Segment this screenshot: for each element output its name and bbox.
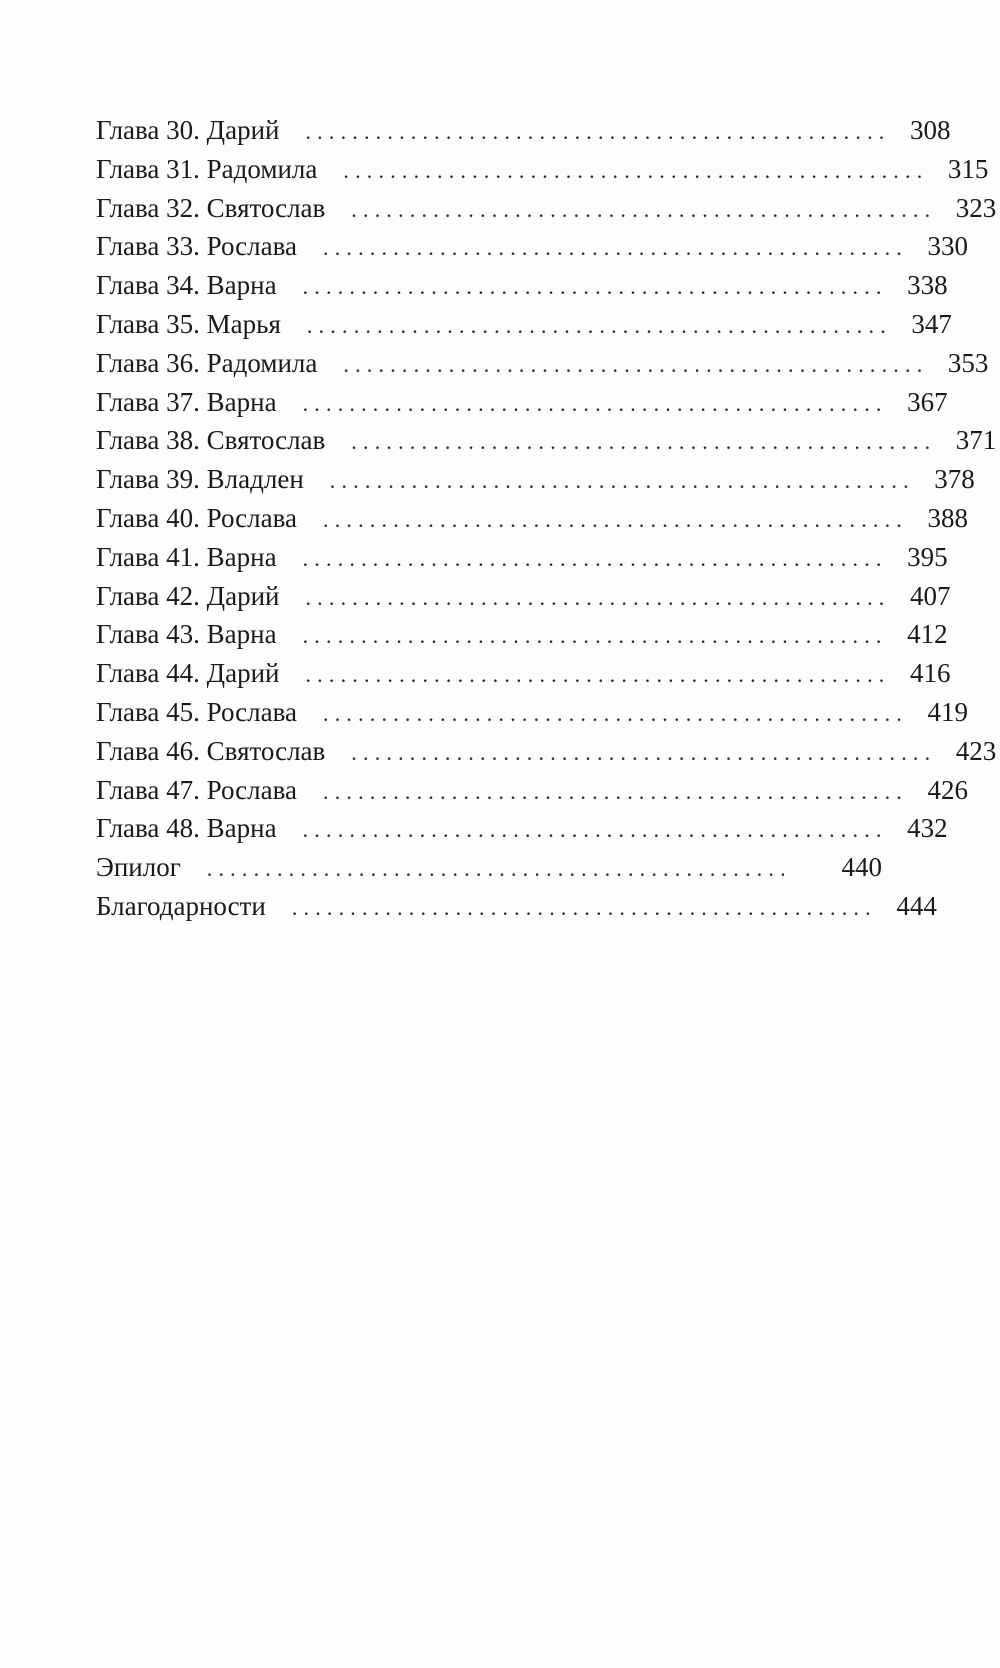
toc-entry-page: 419 bbox=[927, 696, 968, 727]
toc-entry-page: 416 bbox=[909, 658, 951, 689]
toc-entry-page: 440 bbox=[841, 852, 882, 883]
toc-entry-title: Глава 43. Варна bbox=[96, 619, 277, 650]
toc-entry bbox=[96, 344, 989, 383]
toc-entry bbox=[96, 499, 968, 538]
dot-leader: .................................................. bbox=[291, 894, 877, 920]
toc-entry bbox=[96, 577, 951, 616]
toc-entry-title: Глава 47. Рослава bbox=[96, 774, 297, 805]
toc-entry bbox=[96, 809, 948, 848]
toc-entry-title: Глава 41. Варна bbox=[96, 541, 277, 572]
toc-entry-title: Эпилог bbox=[96, 852, 181, 883]
toc-entry-title: Глава 42. Дарий bbox=[96, 580, 280, 611]
toc-entry-title: Глава 38. Святослав bbox=[96, 425, 326, 456]
dot-leader: .................................................. bbox=[323, 235, 908, 261]
dot-leader: .................................................. bbox=[343, 351, 929, 377]
dot-leader: .................................................. bbox=[302, 390, 888, 416]
toc-entry-page: 338 bbox=[907, 270, 948, 301]
toc-entry bbox=[96, 615, 948, 654]
toc-entry bbox=[96, 111, 951, 150]
toc-entry-title: Глава 34. Варна bbox=[96, 270, 277, 301]
toc-entry-page: 407 bbox=[909, 580, 951, 611]
toc-entry bbox=[96, 538, 948, 577]
toc-entry bbox=[96, 654, 951, 693]
toc-entry-page: 347 bbox=[911, 308, 952, 339]
dot-leader: .................................................. bbox=[323, 506, 908, 532]
dot-leader: .................................................. bbox=[305, 584, 891, 610]
toc-entry bbox=[96, 305, 952, 344]
dot-leader: .................................................. bbox=[302, 274, 888, 300]
toc-entry bbox=[96, 227, 968, 266]
table-of-contents bbox=[96, 111, 997, 926]
toc-entry-title: Глава 35. Марья bbox=[96, 308, 281, 339]
toc-entry bbox=[96, 189, 997, 228]
toc-entry bbox=[96, 383, 948, 422]
toc-entry-page: 308 bbox=[909, 115, 951, 145]
dot-leader: .................................................. bbox=[351, 196, 937, 222]
dot-leader: .................................................. bbox=[323, 700, 908, 726]
dot-leader: .................................................. bbox=[305, 119, 891, 144]
toc-entry-title: Глава 37. Варна bbox=[96, 386, 277, 417]
dot-leader: .................................................. bbox=[302, 623, 888, 649]
dot-leader: .................................................. bbox=[302, 817, 888, 843]
toc-entry-page: 353 bbox=[947, 347, 989, 378]
toc-entry-title: Глава 33. Рослава bbox=[96, 231, 297, 262]
dot-leader: .................................................. bbox=[351, 429, 937, 455]
toc-entry-title: Глава 48. Варна bbox=[96, 813, 277, 844]
toc-entry bbox=[96, 732, 997, 771]
toc-entry-title: Глава 39. Владлен bbox=[96, 464, 304, 495]
toc-entry-page: 412 bbox=[907, 619, 948, 650]
dot-leader: .................................................. bbox=[343, 157, 929, 183]
toc-entry bbox=[96, 150, 989, 189]
toc-entry-page: 367 bbox=[907, 386, 948, 417]
toc-entry-title: Глава 32. Святослав bbox=[96, 192, 326, 223]
toc-entry bbox=[96, 266, 948, 305]
toc-entry-page: 432 bbox=[907, 813, 948, 844]
toc-entry-page: 323 bbox=[955, 192, 997, 223]
dot-leader: .................................................. bbox=[351, 739, 937, 765]
toc-entry-page: 378 bbox=[934, 464, 975, 495]
toc-entry-page: 371 bbox=[955, 425, 997, 456]
toc-entry-page: 444 bbox=[896, 890, 937, 921]
dot-leader: .................................................. bbox=[306, 312, 892, 338]
toc-entry-title: Глава 45. Рослава bbox=[96, 696, 297, 727]
toc-entry bbox=[96, 460, 975, 499]
toc-entry-title: Глава 44. Дарий bbox=[96, 658, 280, 689]
toc-entry bbox=[96, 771, 968, 810]
dot-leader: .................................................. bbox=[305, 662, 891, 688]
toc-entry-page: 426 bbox=[927, 774, 968, 805]
dot-leader: .................................................. bbox=[323, 778, 908, 804]
toc-entry-page: 395 bbox=[907, 541, 948, 572]
dot-leader: .................................................. bbox=[329, 468, 915, 494]
toc-entry-title: Благодарности bbox=[96, 890, 266, 921]
toc-entry-title: Глава 30. Дарий bbox=[96, 115, 280, 145]
toc-entry-page: 388 bbox=[927, 502, 968, 533]
toc-entry-title: Глава 31. Радомила bbox=[96, 153, 318, 184]
dot-leader: .................................................. bbox=[206, 856, 792, 882]
toc-entry bbox=[96, 693, 968, 732]
toc-entry-page: 423 bbox=[955, 735, 997, 766]
dot-leader: .................................................. bbox=[302, 545, 888, 571]
toc-entry-title: Глава 46. Святослав bbox=[96, 735, 326, 766]
toc-entry-page: 330 bbox=[927, 231, 968, 262]
toc-entry bbox=[96, 421, 997, 460]
toc-entry-title: Глава 36. Радомила bbox=[96, 347, 318, 378]
toc-entry-title: Глава 40. Рослава bbox=[96, 502, 297, 533]
toc-entry bbox=[96, 848, 882, 887]
toc-entry bbox=[96, 887, 937, 926]
toc-entry-page: 315 bbox=[947, 153, 989, 184]
